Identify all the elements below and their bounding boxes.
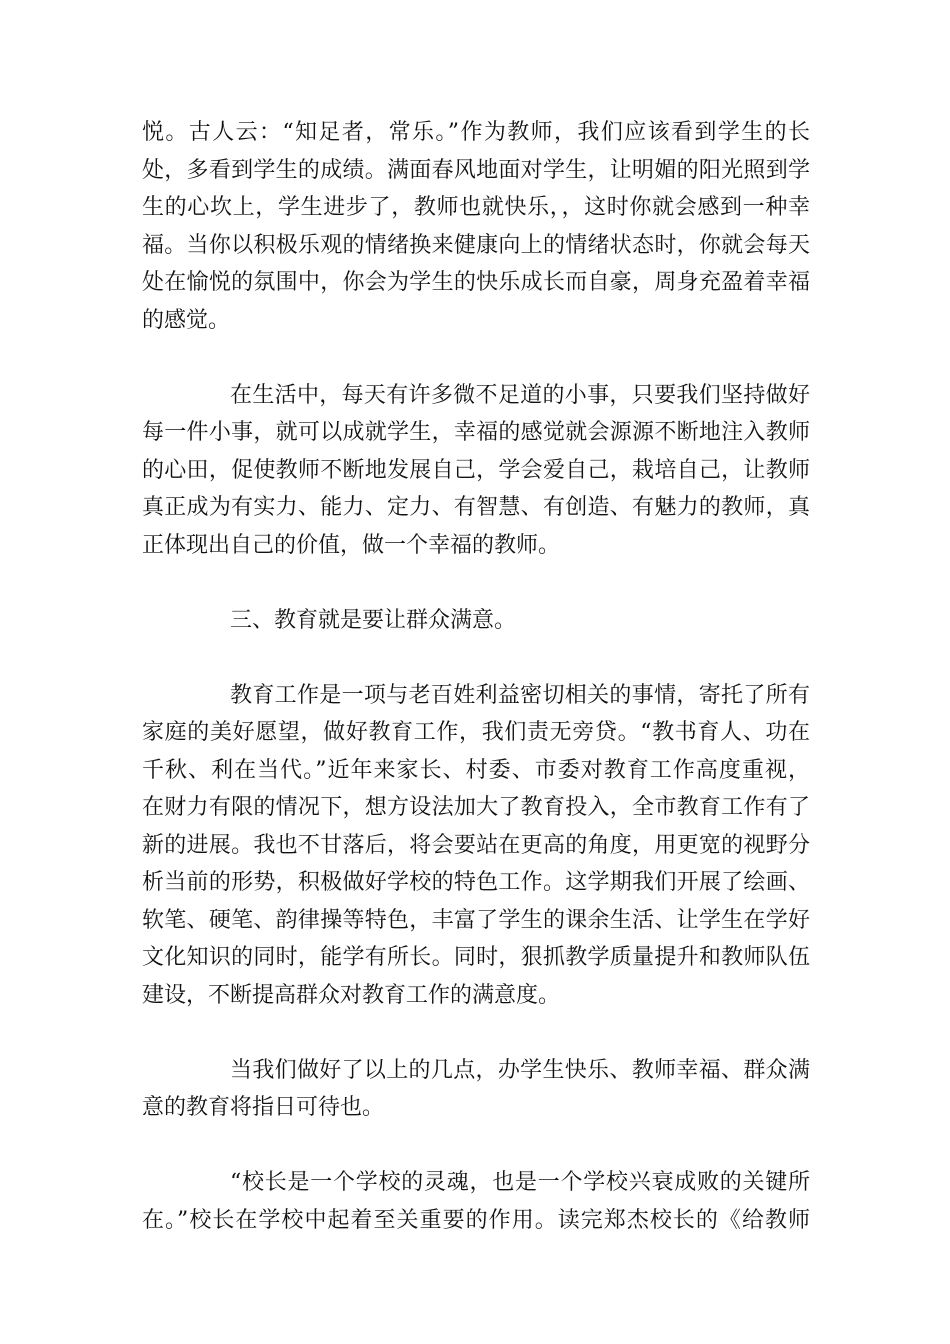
text-line: 正体现出自己的价值，做一个幸福的教师。 [142, 532, 561, 558]
text-line: 每一件小事，就可以成就学生，幸福的感觉就会源源不断地注入教师 [142, 420, 810, 445]
paragraph-4 [142, 677, 810, 1015]
text-line: 当我们做好了以上的几点，办学生快乐、教师幸福、群众满 [230, 1057, 810, 1083]
paragraph-spacer [142, 564, 810, 602]
paragraph-spacer [142, 1127, 810, 1165]
text-line: 处，多看到学生的成绩。满面春风地面对学生，让明媚的阳光照到学 [142, 157, 810, 183]
text-line: 在。”校长在学校中起着至关重要的作用。读完郑杰校长的《给教师 [142, 1207, 810, 1233]
text-line: 建设，不断提高群众对教育工作的满意度。 [142, 982, 561, 1008]
paragraph-1 [142, 114, 810, 339]
text-line: 新的进展。我也不甘落后，将会要站在更高的角度，用更宽的视野分 [142, 832, 810, 858]
text-line: 千秋、利在当代。”近年来家长、村委、市委对教育工作高度重视， [142, 757, 810, 783]
text-line: 真正成为有实力、能力、定力、有智慧、有创造、有魅力的教师，真 [142, 495, 810, 520]
text-line: 文化知识的同时，能学有所长。同时，狠抓教学质量提升和教师队伍 [142, 945, 810, 970]
document-page [142, 114, 810, 1239]
text-line: 在财力有限的情况下，想方设法加大了教育投入，全市教育工作有了 [142, 795, 810, 820]
paragraph-2 [142, 377, 810, 565]
text-line: 教育工作是一项与老百姓利益密切相关的事情，寄托了所有 [230, 682, 810, 708]
text-line: 生的心坎上，学生进步了，教师也就快乐，，这时你就会感到一种幸 [142, 195, 810, 220]
paragraph-spacer [142, 639, 810, 677]
text-line: 的心田，促使教师不断地发展自己，学会爱自己，栽培自己，让教师 [142, 457, 810, 483]
text-line: 软笔、硬笔、韵律操等特色，丰富了学生的课余生活、让学生在学好 [142, 907, 810, 933]
paragraph-5 [142, 1052, 810, 1127]
section-heading [142, 602, 810, 640]
paragraph-spacer [142, 1014, 810, 1052]
text-line: 悦。古人云：“知足者，常乐。”作为教师，我们应该看到学生的长 [142, 120, 810, 145]
text-line: 处在愉悦的氛围中，你会为学生的快乐成长而自豪，周身充盈着幸福 [142, 270, 810, 295]
text-line: 意的教育将指日可待也。 [142, 1095, 385, 1120]
paragraph-6 [142, 1164, 810, 1239]
text-line: 在生活中，每天有许多微不足道的小事，只要我们坚持做好 [230, 382, 810, 408]
text-line: 的感觉。 [142, 307, 231, 333]
text-line: “校长是一个学校的灵魂，也是一个学校兴衰成败的关键所 [230, 1170, 810, 1195]
text-line: 三、教育就是要让群众满意。 [230, 607, 517, 633]
text-line: 析当前的形势，积极做好学校的特色工作。这学期我们开展了绘画、 [142, 870, 810, 895]
text-line: 家庭的美好愿望，做好教育工作，我们责无旁贷。“教书育人、功在 [142, 720, 810, 745]
text-line: 福。当你以积极乐观的情绪换来健康向上的情绪状态时，你就会每天 [142, 232, 810, 258]
paragraph-spacer [142, 339, 810, 377]
